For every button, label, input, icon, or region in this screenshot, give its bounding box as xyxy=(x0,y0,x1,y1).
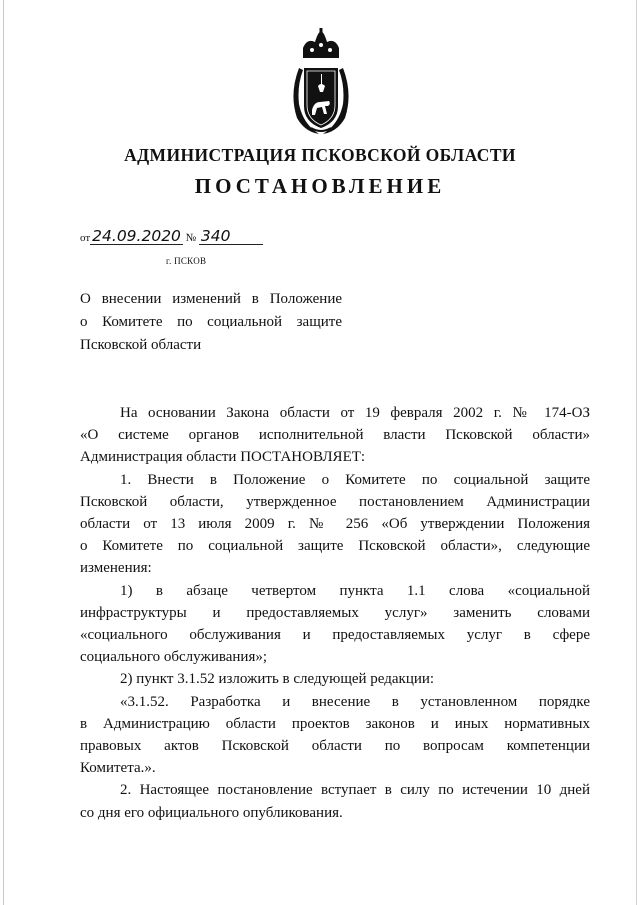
body-line: 2) пункт 3.1.52 изложить в следующей редакции: xyxy=(120,671,435,688)
body-line: в Администрацию области проектов законов и иных нормативных xyxy=(80,715,590,732)
subject-line: О внесении изменений в Положение xyxy=(80,291,342,307)
date-number-line xyxy=(80,228,263,245)
body-line: области от 13 июля 2009 г. № 256 «Об утверждении Положения xyxy=(80,516,590,533)
body-line: 1) в абзаце четвертом пункта 1.1 слова «социальной xyxy=(120,582,590,599)
document-type: ПОСТАНОВЛЕНИЕ xyxy=(194,174,446,198)
body-line: о Комитете по социальной защите Псковской области», следующие xyxy=(80,538,590,555)
date-prefix: от xyxy=(80,232,91,244)
body-line: «социального обслуживания и предоставляемых услуг в сфере xyxy=(80,627,590,644)
page-edge-right xyxy=(636,0,637,905)
body-line: инфраструктуры и предоставляемых услуг» заменить словами xyxy=(80,604,590,621)
body-line: со дня его официального опубликования. xyxy=(80,804,343,821)
body-line: изменения: xyxy=(80,560,152,577)
document-subject xyxy=(80,288,342,357)
body-line: 2. Настоящее постановление вступает в силу по истечении 10 дней xyxy=(120,782,590,799)
document-date: 24.09.2020 xyxy=(92,227,181,245)
subject-line: Псковской области xyxy=(80,337,202,353)
body-line: «О системе органов исполнительной власти Псковской области» xyxy=(80,427,590,444)
body-line: Комитета.». xyxy=(80,760,156,777)
city-label: г. ПСКОВ xyxy=(166,256,207,266)
body-line: 1. Внести в Положение о Комитете по социальной защите xyxy=(120,471,590,488)
body-line: Администрация области ПОСТАНОВЛЯЕТ: xyxy=(80,449,366,466)
body-line: На основании Закона области от 19 февраля 2002 г. № 174-ОЗ xyxy=(120,405,590,421)
document-number: 340 xyxy=(199,228,263,245)
body-line: правовых актов Псковской области по вопросам компетенции xyxy=(80,738,590,755)
body-line: социального обслуживания»; xyxy=(80,649,268,666)
subject-line: о Комитете по социальной защите xyxy=(80,314,342,330)
pskov-coat-of-arms-icon xyxy=(285,28,357,136)
body-line: Псковской области, утвержденное постановлением Администрации xyxy=(80,493,590,510)
body-line: «3.1.52. Разработка и внесение в установленном порядке xyxy=(120,693,590,710)
page-edge-left xyxy=(3,0,4,905)
document-body xyxy=(80,402,590,824)
organization-title: АДМИНИСТРАЦИЯ ПСКОВСКОЙ ОБЛАСТИ xyxy=(124,145,516,165)
number-prefix: № xyxy=(185,232,197,244)
